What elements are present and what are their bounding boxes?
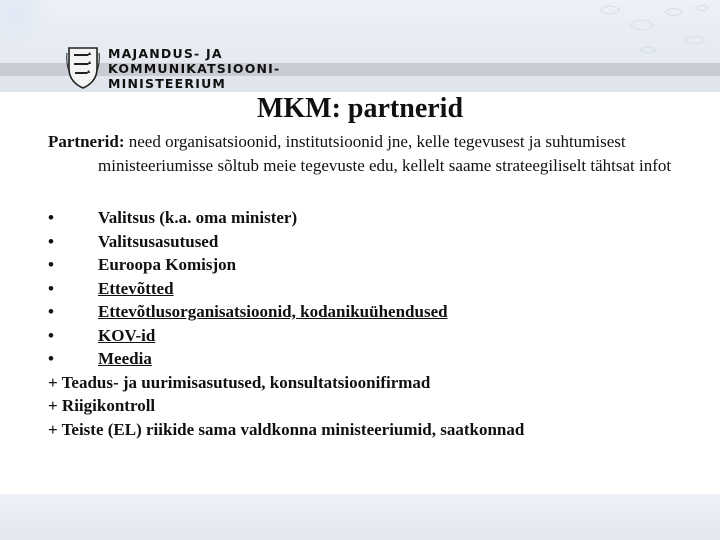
bullet-mark: •: [48, 349, 54, 368]
decor-pattern-top-right: [480, 0, 720, 90]
bullet-text: Valitsus (k.a. oma minister): [98, 208, 298, 227]
bullet-item: [48, 300, 688, 324]
ministry-line-3: MINISTEERIUM: [108, 76, 227, 91]
slide-content: [48, 130, 688, 441]
bullet-mark: •: [48, 255, 54, 274]
bullet-mark: •: [48, 325, 54, 345]
bullet-link-ettevotted[interactable]: Ettevõtted: [98, 278, 174, 298]
intro-paragraph: [48, 130, 688, 177]
ministry-line-1: MAJANDUS- JA: [108, 46, 223, 61]
decor-top-left: [0, 0, 60, 60]
spacer: [48, 177, 688, 206]
bullet-item: [48, 253, 688, 277]
bullet-item: [48, 324, 688, 348]
bullet-link-meedia[interactable]: Meedia: [98, 349, 152, 368]
ministry-line-2: KOMMUNIKATSIOONI-: [108, 61, 281, 76]
bullet-item: [48, 277, 688, 301]
bullet-link-kov[interactable]: KOV-id: [98, 325, 156, 345]
bullet-mark: •: [48, 278, 54, 298]
bullet-item: [48, 347, 688, 371]
footer-band: [0, 494, 720, 540]
plus-item: + Teiste (EL) riikide sama valdkonna ministeeriumid, saatkonnad: [48, 419, 525, 439]
bullet-mark: •: [48, 231, 54, 251]
slide-title: MKM: partnerid: [256, 93, 464, 124]
bullet-item: [48, 206, 688, 230]
bullet-link-organisatsioonid[interactable]: Ettevõtlusorganisatsioonid, kodanikuühendused: [98, 302, 448, 321]
bullet-text: Valitsusasutused: [98, 231, 219, 251]
ministry-name: [108, 46, 280, 91]
bullet-mark: •: [48, 302, 54, 321]
bullet-mark: •: [48, 208, 54, 227]
estonian-coat-of-arms-icon: [66, 45, 100, 89]
intro-label: Partnerid:: [48, 132, 125, 151]
intro-text: need organisatsioonid, institutsioonid jne, kelle tegevusest ja suhtumisest ministeeriumisse sõltub meie tegevuste edu, kellelt saame strateegiliselt tähtsat infot: [98, 132, 672, 175]
plus-item: + Riigikontroll: [48, 396, 156, 415]
bullet-text: Euroopa Komisjon: [98, 255, 237, 274]
bullet-item: [48, 230, 688, 254]
plus-item: + Teadus- ja uurimisasutused, konsultatsioonifirmad: [48, 372, 431, 392]
